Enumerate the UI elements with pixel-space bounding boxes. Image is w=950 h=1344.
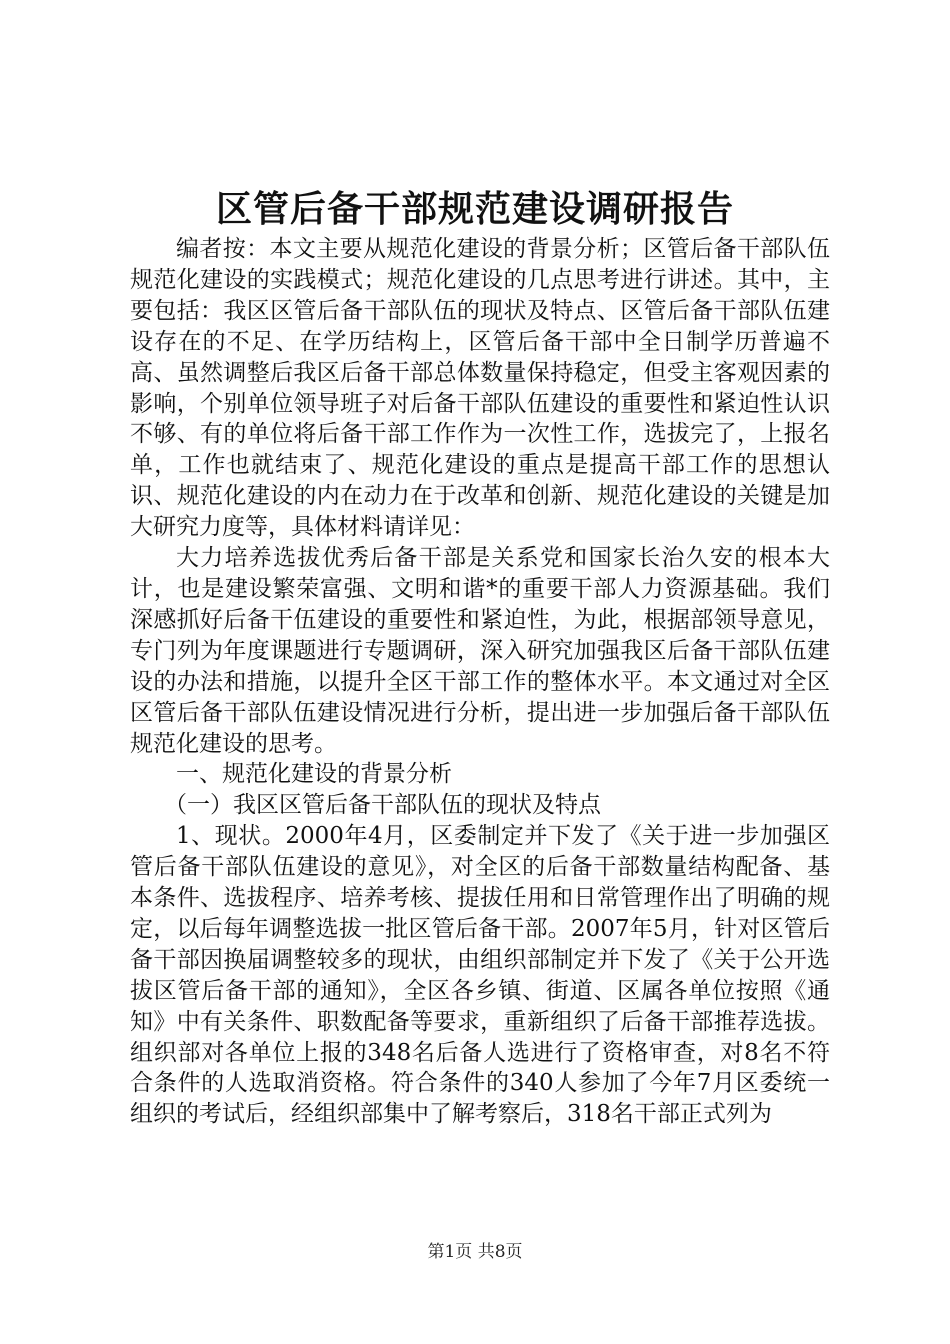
section-heading: 一、规范化建设的背景分析 (176, 761, 452, 788)
document-body (130, 234, 830, 1130)
editor-note-paragraph: 编者按：本文主要从规范化建设的背景分析；区管后备干部队伍规范化建设的实践模式；规范化建设的几点思考进行讲述。其中，主要包括：我区区管后备干部队伍的现状及特点、区管后备干部队伍建设存在的不足、在学历结构上，区管后备干部中全日制学历普遍不高、虽然调整后我区后备干部总体数量保持稳定，但受主客观因素的影响，个别单位领导班子对后备干部队伍建设的重要性和紧迫性认识不够、有的单位将后备干部工作作为一次性工作，选拔完了，上报名单，工作也就结束了、规范化建设的重点是提高干部工作的思想认识、规范化建设的内在动力在于改革和创新、规范化建设的关键是加大研究力度等，具体材料请详见： (130, 236, 830, 541)
document-title: 区管后备干部规范建设调研报告 (215, 188, 734, 230)
page-number: 第1页 共8页 (427, 1242, 523, 1262)
subsection-heading: （一）我区区管后备干部队伍的现状及特点 (164, 792, 601, 819)
status-paragraph: 1、现状。2000年4月，区委制定并下发了《关于进一步加强区管后备干部队伍建设的意见》，对全区的后备干部数量结构配备、基本条件、选拔程序、培养考核、提拔任用和日常管理作出了明确的规定，以后每年调整选拔一批区管后备干部。2007年5月，针对区管后备干部因换届调整较多的现状，由组织部制定并下发了《关于公开选拔区管后备干部的通知》，全区各乡镇、街道、区属各单位按照《通知》中有关条件、职数配备等要求，重新组织了后备干部推荐选拔。组织部对各单位上报的348名后备人选进行了资格审查，对8名不符合条件的人选取消资格。符合条件的340人参加了今年7月区委统一组织的考试后，经组织部集中了解考察后，318名干部正式列为 (130, 823, 830, 1128)
intro-paragraph: 大力培养选拔优秀后备干部是关系党和国家长治久安的根本大计，也是建设繁荣富强、文明和谐*的重要干部人力资源基础。我们深感抓好后备干伍建设的重要性和紧迫性，为此，根据部领导意见，专门列为年度课题进行专题调研，深入研究加强我区后备干部队伍建设的办法和措施，以提升全区干部工作的整体水平。本文通过对全区区管后备干部队伍建设情况进行分析，提出进一步加强后备干部队伍规范化建设的思考。 (130, 545, 830, 757)
